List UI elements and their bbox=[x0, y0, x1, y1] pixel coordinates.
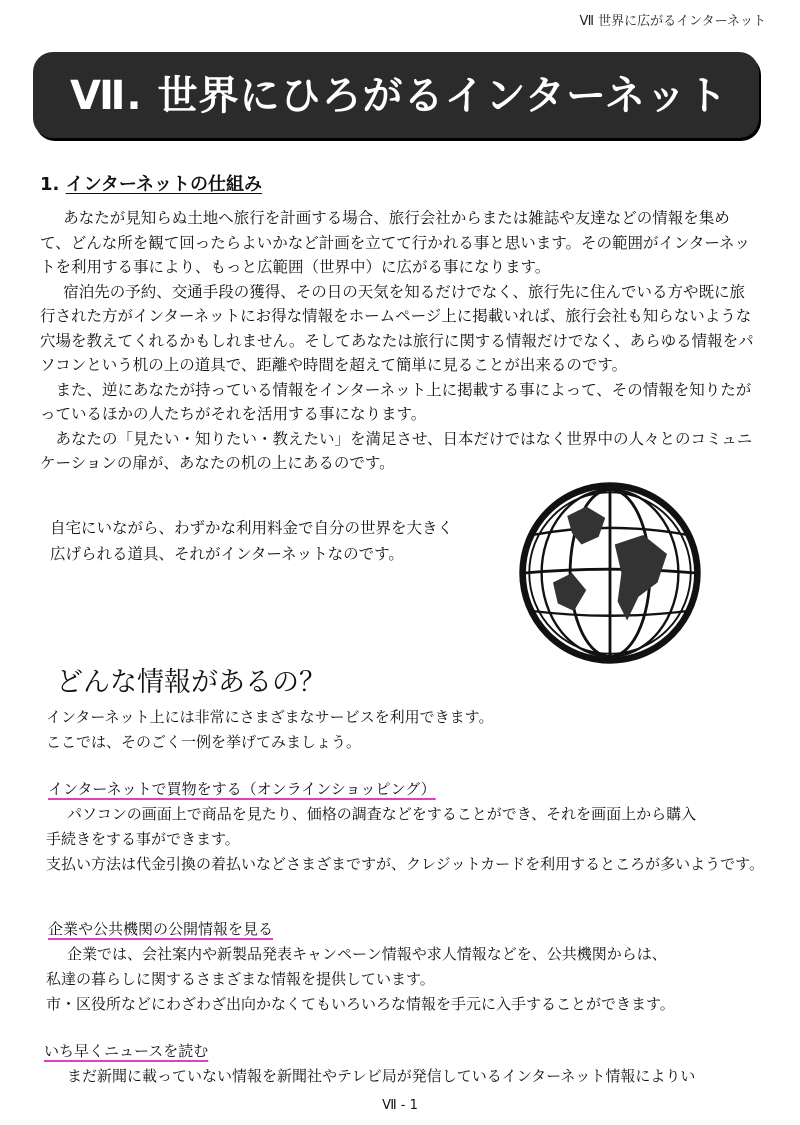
question-heading: どんな情報があるの？ bbox=[56, 667, 326, 698]
paragraph: あなたの「見たい・知りたい・教えたい」を満足させ、日本だけではなく世界中の人々とのコミュニケーションの扉が、あなたの机の上にあるのです。 bbox=[40, 429, 753, 472]
intro-line: ここでは、そのごく一例を挙げてみましょう。 bbox=[46, 733, 362, 751]
intro-line: インターネット上には非常にさまざまなサービスを利用できます。 bbox=[46, 708, 494, 726]
section-title: インターネットの仕組み bbox=[65, 174, 263, 195]
section-body bbox=[40, 206, 760, 476]
item-body-public-info bbox=[46, 942, 766, 1017]
item-line: 手続きをする事ができます。 bbox=[46, 830, 240, 848]
tagline-line: 自宅にいながら、わずかな利用料金で自分の世界を大きく bbox=[50, 519, 454, 537]
item-line: 支払い方法は代金引換の着払いなどさまざまですが、クレジットカードを利用するところが多いようです。 bbox=[46, 855, 764, 873]
paragraph: また、逆にあなたが持っている情報をインターネット上に掲載する事によって、その情報を知りたがっているほかの人たちがそれを活用する事になります。 bbox=[40, 380, 752, 423]
paragraph: あなたが見知らぬ土地へ旅行を計画する場合、旅行会社からまたは雑誌や友達などの情報を集めて、どんな所を観て回ったらよいかなど計画を立てて行かれる事と思います。その範囲がインターネットを利用する事により、もっと広範囲（世界中）に広がる事になります。 bbox=[40, 209, 751, 276]
paragraph: 宿泊先の予約、交通手段の獲得、その日の天気を知るだけでなく、旅行先に住んでいる方や既に旅行された方がインターネットにお得な情報をホームページ上に掲載いれば、旅行会社も知らないような穴場を教えてくれるかもしれません。そしてあなたは旅行に関する情報だけでなく、あらゆる情報をパソコンという机の上の道具で、距離や時間を超えて簡単に見ることが出来るのです。 bbox=[40, 282, 754, 374]
item-line: パソコンの画面上で商品を見たり、価格の調査などをすることができ、それを画面上から購入 bbox=[67, 805, 697, 823]
intro bbox=[46, 705, 493, 755]
page-number: Ⅶ - 1 bbox=[382, 1098, 418, 1113]
item-heading-public-info: 企業や公共機関の公開情報を見る bbox=[48, 920, 274, 938]
page-title: Ⅶ. 世界にひろがるインターネット bbox=[70, 73, 728, 119]
item-body-news bbox=[46, 1064, 766, 1089]
item-heading-shopping: インターネットで買物をする（オンラインショッピング） bbox=[48, 780, 436, 798]
item-line: まだ新聞に載っていない情報を新聞社やテレビ局が発信しているインターネット情報によりい bbox=[67, 1067, 696, 1085]
item-heading-news: いち早くニュースを読む bbox=[44, 1042, 209, 1060]
tagline bbox=[50, 515, 510, 567]
section-number: 1. bbox=[40, 174, 60, 195]
section-heading bbox=[40, 170, 262, 196]
item-line: 私達の暮らしに関するさまざまな情報を提供しています。 bbox=[46, 970, 435, 988]
tagline-line: 広げられる道具、それがインターネットなのです。 bbox=[50, 545, 404, 563]
item-line: 市・区役所などにわざわざ出向かなくてもいろいろな情報を手元に入手することができます。 bbox=[46, 995, 675, 1013]
item-line: 企業では、会社案内や新製品発表キャンペーン情報や求人情報などを、公共機関からは、 bbox=[67, 945, 667, 963]
globe-icon bbox=[515, 478, 705, 668]
item-body-shopping bbox=[46, 802, 766, 877]
running-header: Ⅶ 世界に広がるインターネット bbox=[579, 14, 766, 29]
